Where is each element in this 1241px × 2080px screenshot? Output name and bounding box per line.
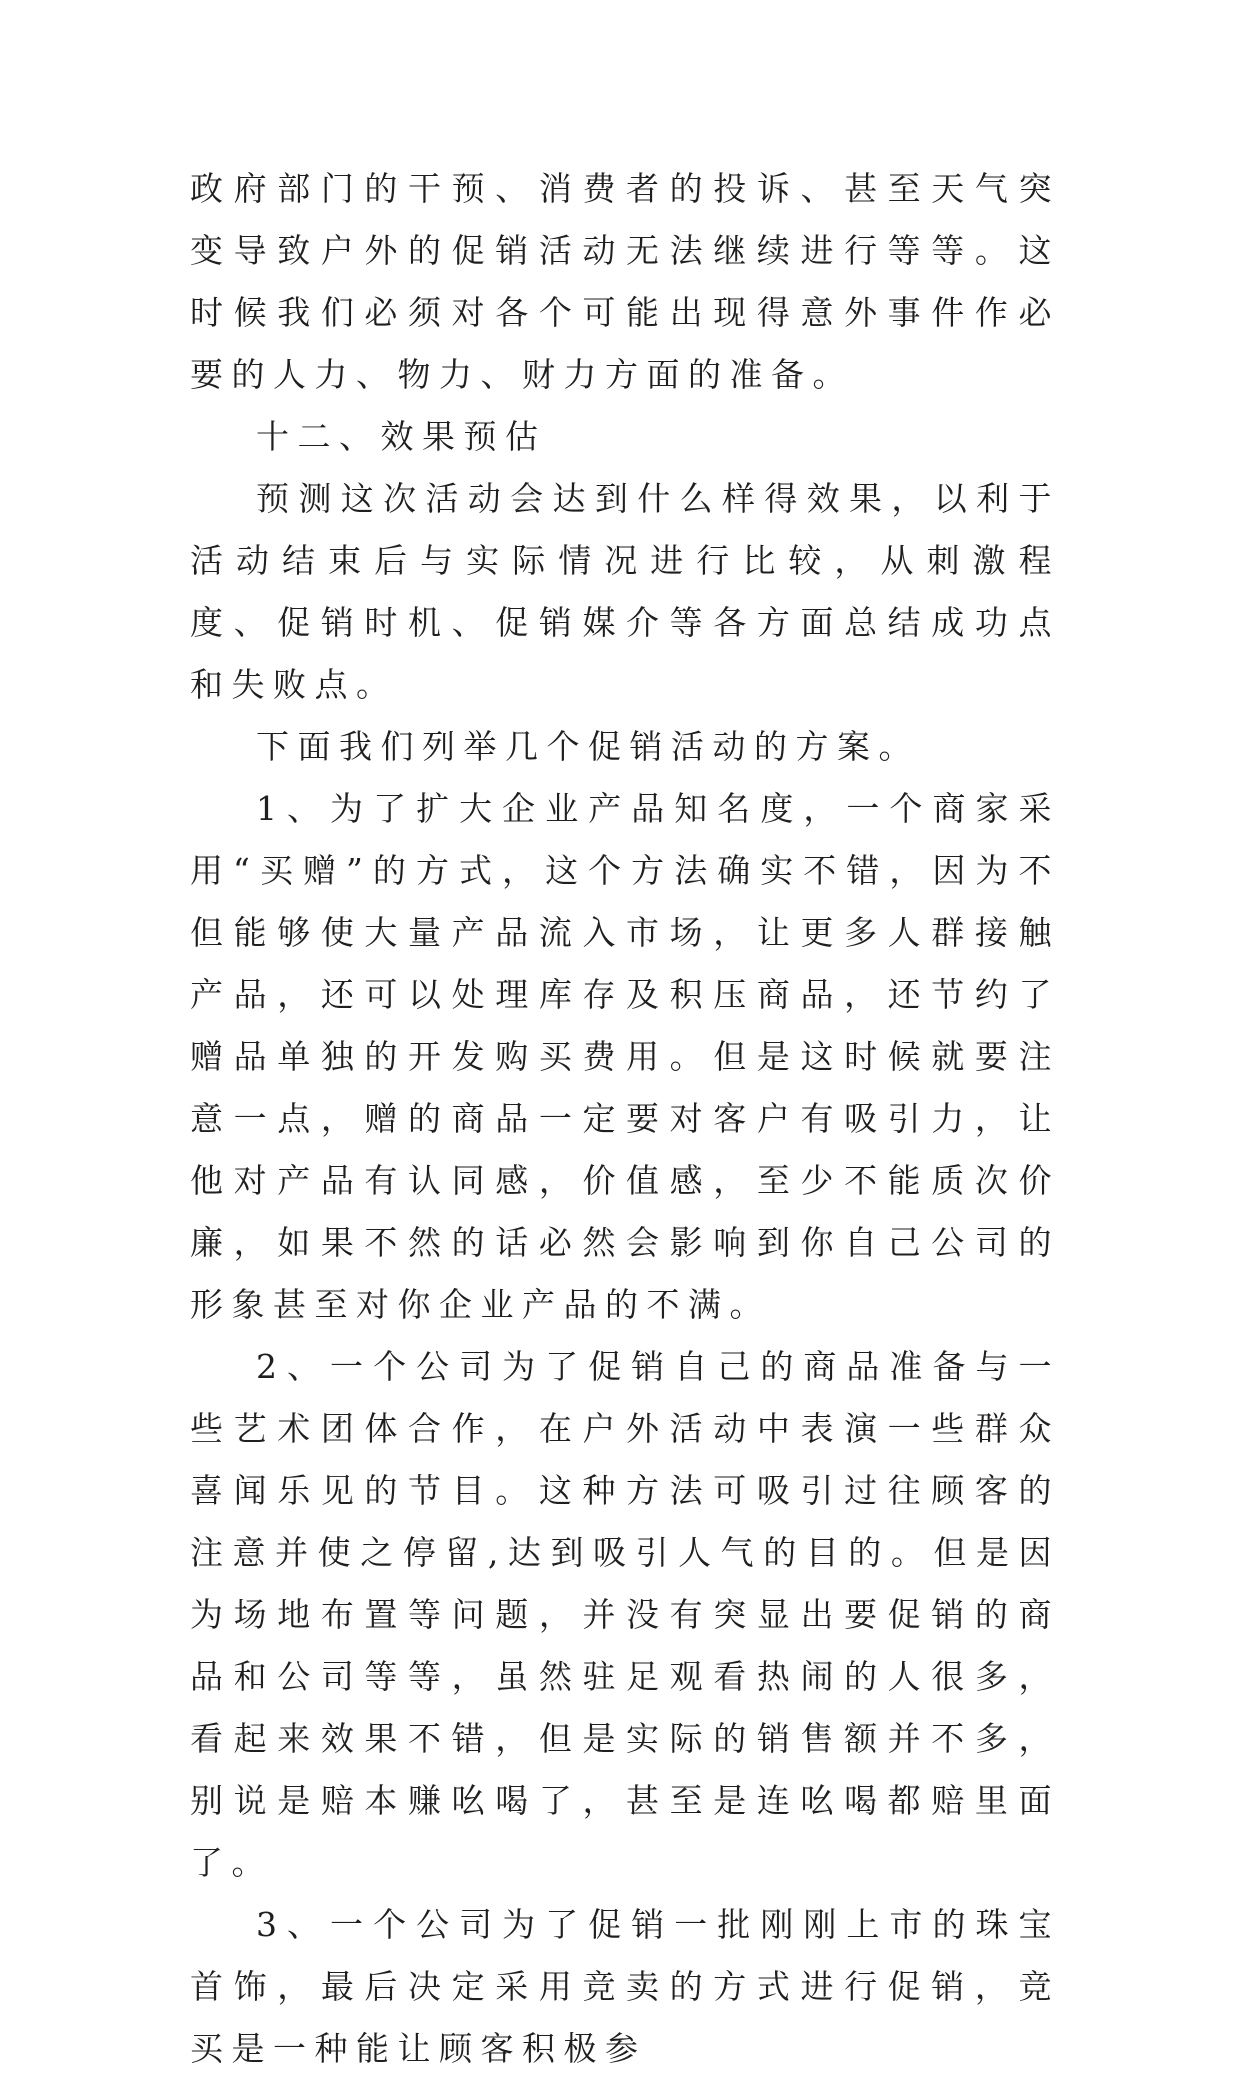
paragraph-example-1: 1、为了扩大企业产品知名度，一个商家采用“买赠”的方式，这个方法确实不错，因为不但能够使大量产品流入市场，让更多人群接触产品，还可以处理库存及积压商品，还节约了赠品单独的开发购买费用。但是这时候就要注意一点，赠的商品一定要对客户有吸引力，让他对产品有认同感，价值感，至少不能质次价廉，如果不然的话必然会影响到你自己公司的形象甚至对你企业产品的不满。 — [190, 789, 1060, 1324]
paragraph-examples-intro: 下面我们列举几个促销活动的方案。 — [256, 727, 920, 766]
paragraph-example-3: 3、一个公司为了促销一批刚刚上市的珠宝首饰，最后决定采用竞卖的方式进行促销，竞买是一种能让顾客积极参 — [190, 1905, 1060, 2068]
paragraph-example-2: 2、一个公司为了促销自己的商品准备与一些艺术团体合作，在户外活动中表演一些群众喜闻乐见的节目。这种方法可吸引过往顾客的注意并使之停留,达到吸引人气的目的。但是因为场地布置等问题，并没有突显出要促销的商品和公司等等，虽然驻足观看热闹的人很多，看起来效果不错，但是实际的销售额并不多，别说是赔本赚吆喝了，甚至是连吆喝都赔里面了。 — [190, 1347, 1060, 1882]
section-heading-effect-estimate: 十二、效果预估 — [256, 417, 547, 456]
body-text — [190, 158, 1060, 2080]
paragraph-effect-estimate: 预测这次活动会达到什么样得效果，以利于活动结束后与实际情况进行比较，从刺激程度、促销时机、促销媒介等各方面总结成功点和失败点。 — [190, 479, 1060, 704]
paragraph-continuation: 政府部门的干预、消费者的投诉、甚至天气突变导致户外的促销活动无法继续进行等等。这时候我们必须对各个可能出现得意外事件作必要的人力、物力、财力方面的准备。 — [190, 169, 1060, 394]
